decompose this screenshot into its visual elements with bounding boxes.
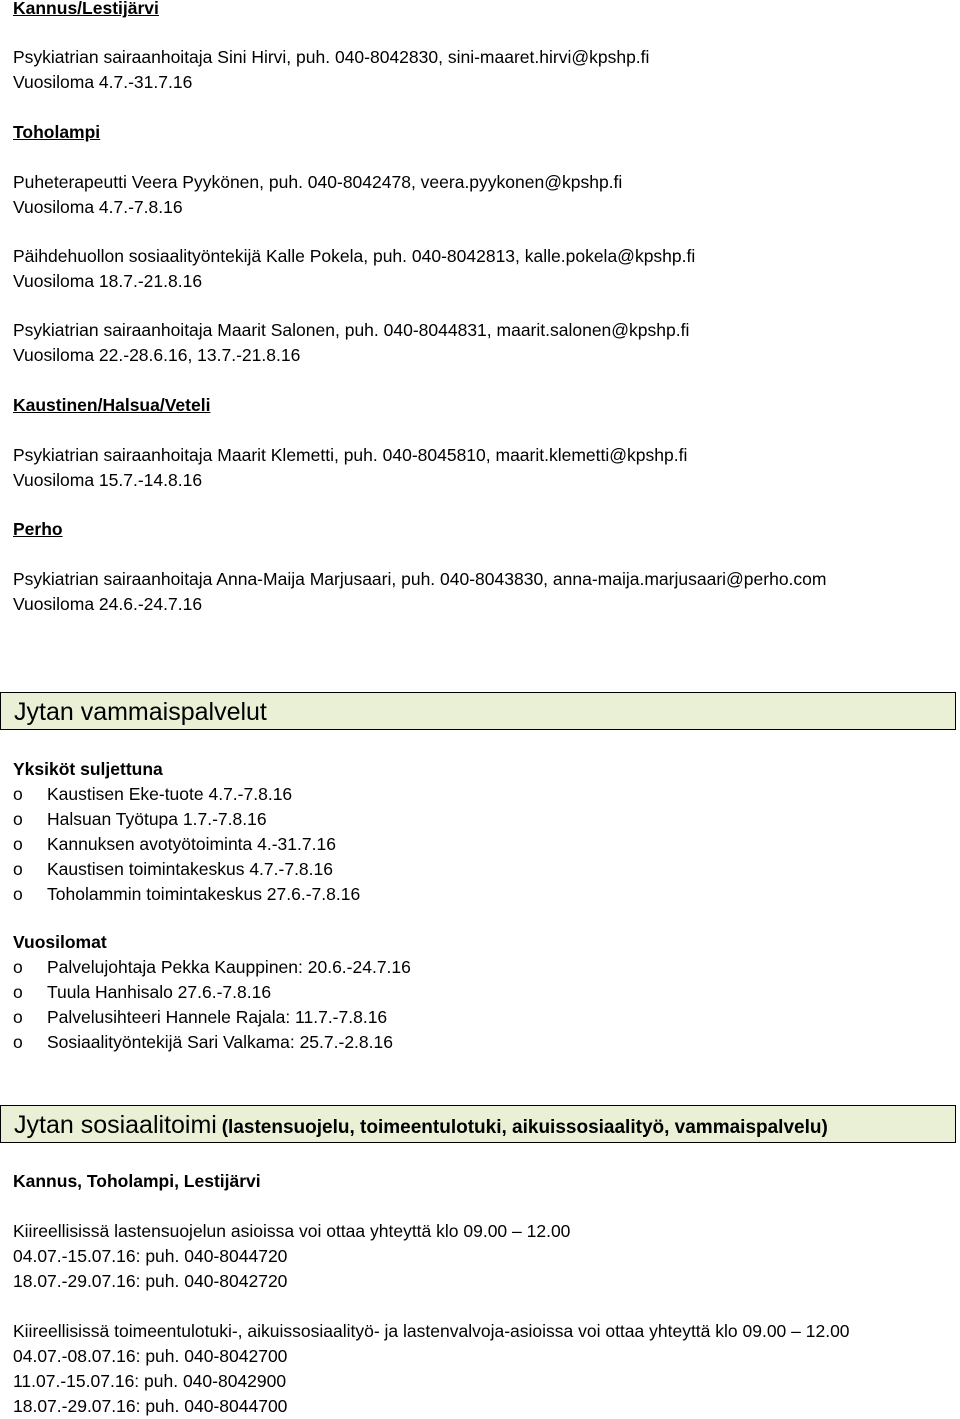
closed-units-list: [13, 782, 360, 907]
section-heading-toholampi: Toholampi: [13, 122, 101, 142]
holiday-line: Vuosiloma 4.7.-31.7.16: [13, 72, 193, 92]
bullet-marker: o: [13, 1007, 23, 1027]
box-subtitle: (lastensuojelu, toimeentulotuki, aikuissosiaalityö, vammaispalvelu): [221, 1117, 828, 1138]
section-box-sosiaalitoimi: [0, 1105, 956, 1143]
list-item: o Palvelusihteeri Hannele Rajala: 11.7.-7.8.16: [13, 1005, 411, 1030]
bullet-marker: o: [13, 859, 23, 879]
list-item: o Sosiaalityöntekijä Sari Valkama: 25.7.-2.8.16: [13, 1030, 411, 1055]
contact-line: Psykiatrian sairaanhoitaja Maarit Klemetti, puh. 040-8045810, maarit.klemetti@kpshp.fi: [13, 445, 688, 465]
list-item: o Halsuan Työtupa 1.7.-7.8.16: [13, 807, 360, 832]
box-title: Jytan sosiaalitoimi: [14, 1111, 217, 1139]
section-box-vammaispalvelut: [0, 692, 956, 730]
bullet-marker: o: [13, 884, 23, 904]
social-block-1: [13, 1219, 570, 1294]
holiday-line: Vuosiloma 4.7.-7.8.16: [13, 197, 183, 217]
box-title: Jytan vammaispalvelut: [14, 698, 267, 726]
contact-line: Psykiatrian sairaanhoitaja Anna-Maija Marjusaari, puh. 040-8043830, anna-maija.marjusaari@perho.com: [13, 569, 827, 589]
text-line: 11.07.-15.07.16: puh. 040-8042900: [13, 1371, 287, 1391]
contact-line: Päihdehuollon sosiaalityöntekijä Kalle Pokela, puh. 040-8042813, kalle.pokela@kpshp.fi: [13, 246, 696, 266]
section-heading-perho: Perho: [13, 519, 63, 539]
text-line: 18.07.-29.07.16: puh. 040-8042720: [13, 1271, 288, 1291]
text-line: 04.07.-15.07.16: puh. 040-8044720: [13, 1246, 288, 1266]
list-item: o Tuula Hanhisalo 27.6.-7.8.16: [13, 980, 411, 1005]
text-line: 04.07.-08.07.16: puh. 040-8042700: [13, 1346, 288, 1366]
bullet-marker: o: [13, 957, 23, 977]
bullet-marker: o: [13, 834, 23, 854]
bullet-marker: o: [13, 784, 23, 804]
holidays-list: [13, 955, 411, 1055]
list-item: o Kaustisen toimintakeskus 4.7.-7.8.16: [13, 857, 360, 882]
list-item: o Palvelujohtaja Pekka Kauppinen: 20.6.-24.7.16: [13, 955, 411, 980]
section-heading-kannus: Kannus/Lestijärvi: [13, 0, 159, 18]
text-line: Kiireellisissä toimeentulotuki-, aikuissosiaalityö- ja lastenvalvoja-asioissa voi ottaa yhteyttä klo 09.00 – 12.00: [13, 1321, 850, 1341]
contact-line: Psykiatrian sairaanhoitaja Maarit Salonen, puh. 040-8044831, maarit.salonen@kpshp.fi: [13, 320, 690, 340]
closed-units-heading: Yksiköt suljettuna: [13, 759, 163, 779]
bullet-marker: o: [13, 982, 23, 1002]
holiday-line: Vuosiloma 15.7.-14.8.16: [13, 470, 203, 490]
holiday-line: Vuosiloma 18.7.-21.8.16: [13, 271, 203, 291]
bullet-marker: o: [13, 809, 23, 829]
section-heading-kaustinen: Kaustinen/Halsua/Veteli: [13, 395, 211, 415]
text-line: 18.07.-29.07.16: puh. 040-8044700: [13, 1396, 288, 1416]
holidays-heading: Vuosilomat: [13, 932, 107, 952]
list-item: o Toholammin toimintakeskus 27.6.-7.8.16: [13, 882, 360, 907]
holiday-line: Vuosiloma 24.6.-24.7.16: [13, 594, 203, 614]
social-block-2: [13, 1319, 850, 1419]
bullet-marker: o: [13, 1032, 23, 1052]
social-heading: Kannus, Toholampi, Lestijärvi: [13, 1171, 261, 1191]
holiday-line: Vuosiloma 22.-28.6.16, 13.7.-21.8.16: [13, 345, 301, 365]
text-line: Kiireellisissä lastensuojelun asioissa voi ottaa yhteyttä klo 09.00 – 12.00: [13, 1221, 571, 1241]
contact-line: Psykiatrian sairaanhoitaja Sini Hirvi, puh. 040-8042830, sini-maaret.hirvi@kpshp.fi: [13, 47, 650, 67]
list-item: o Kannuksen avotyötoiminta 4.-31.7.16: [13, 832, 360, 857]
list-item: o Kaustisen Eke-tuote 4.7.-7.8.16: [13, 782, 360, 807]
contact-line: Puheterapeutti Veera Pyykönen, puh. 040-8042478, veera.pyykonen@kpshp.fi: [13, 172, 623, 192]
